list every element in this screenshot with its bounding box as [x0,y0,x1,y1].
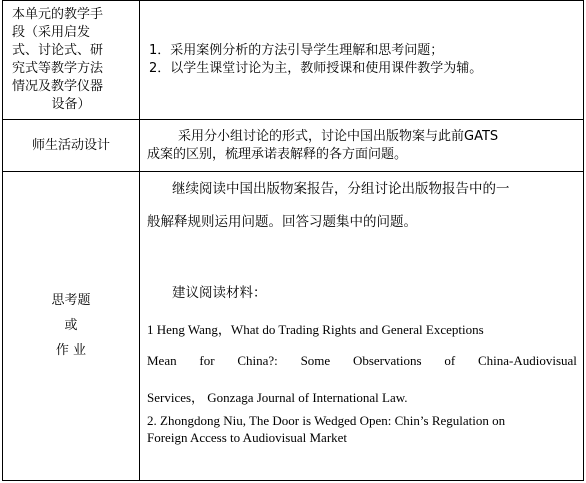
row1-label-line: 究式等教学方法 [12,61,104,76]
row1-label-line: 情况及教学仪器 [12,79,104,94]
row3-label-line: 思考题 [51,293,91,308]
ref-word: Mean [147,353,177,368]
ref-word: Observations [352,353,422,368]
reference-line: Services， Gonzaga Journal of International Law. [147,390,408,405]
row1-label-line: 本单元的教学手 [12,7,104,22]
syllabus-table [2,0,584,481]
ref-word: China-Audiovisual [477,353,577,368]
row1-label-line: 段（采用启发 [12,25,91,40]
row-divider [2,119,584,120]
row-divider [2,171,584,172]
row2-content-line: 成案的区别，梳理承诺表解释的各方面问题。 [147,147,408,162]
ref-word: China?: [237,353,278,368]
row3-paragraph-line: 继续阅读中国出版物案报告，分组讨论出版物报告中的一 [172,181,510,197]
reference-line: 2. Zhongdong Niu, The Door is Wedged Open: Chin’s Regulation on [147,413,506,428]
row2-label: 师生活动设计 [31,138,110,153]
row1-label-line: 式、讨论式、研 [12,43,104,58]
table-right-border [583,0,584,481]
ref-word: of [444,353,456,368]
reference-justified-line [147,353,577,369]
row3-label-line: 作 业 [55,343,87,358]
row2-content-line: 采用分小组讨论的形式，讨论中国出版物案与此前GATS [178,129,499,144]
reference-line: 1 Heng Wang，What do Trading Rights and General Exceptions [147,322,484,337]
reading-heading: 建议阅读材料： [172,285,267,301]
row3-label-line: 或 [64,318,78,333]
ref-word: for [199,353,215,368]
row3-paragraph-line: 般解释规则运用问题。回答习题集中的问题。 [147,214,417,230]
table-bottom-border [2,480,584,481]
row1-item: 2．以学生课堂讨论为主，教师授课和使用课件教学为辅。 [149,61,483,76]
ref-word: Some [300,353,331,368]
row1-label [4,6,138,114]
reference-line: Foreign Access to Audiovisual Market [147,430,348,445]
row1-item: 1．采用案例分析的方法引导学生理解和思考问题； [149,43,444,58]
row1-label-line: 设备） [51,97,91,112]
column-divider [139,0,140,481]
table-top-border [2,0,584,1]
table-left-border [2,0,3,481]
